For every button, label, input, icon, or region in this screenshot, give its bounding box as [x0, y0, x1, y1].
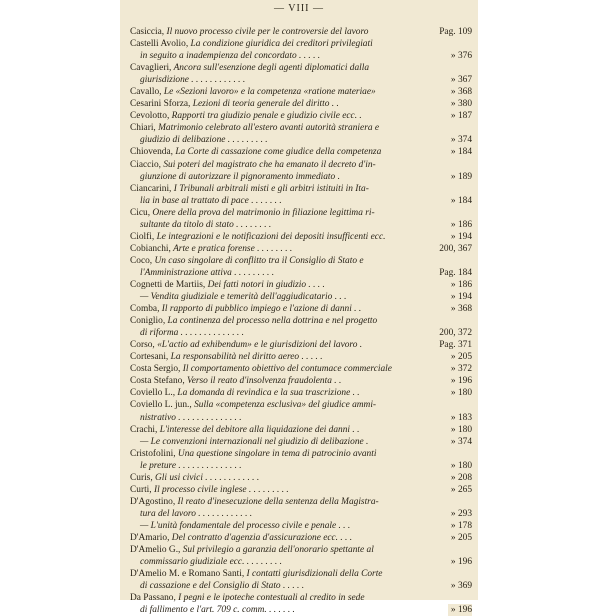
- entry-text: [130, 207, 375, 219]
- entry-author: Da Passano,: [130, 593, 176, 604]
- entry-text: [130, 98, 339, 110]
- entry-title: giudizio di delibazione . . . . . . . . .: [140, 135, 268, 146]
- entry-title: Il processo civile inglese . . . . . . . . .: [151, 484, 289, 495]
- entry-text: [130, 146, 381, 158]
- entry-title: Matrimonio celebrato all'estero avanti autorità straniera e: [155, 123, 380, 134]
- entry-text: [130, 424, 359, 436]
- entry-author: Cobianchi,: [130, 243, 171, 254]
- entry-title: Onere della prova del matrimonio in filiazione legittima ri-: [150, 207, 375, 218]
- entry-author: D'Amelio M. e Romano Santi,: [130, 569, 245, 580]
- entry-page-ref: » 184: [448, 146, 472, 158]
- entry-title: di cassazione e del Consiglio di Stato . . . . .: [140, 581, 305, 592]
- entry-text: [130, 351, 323, 363]
- entry-text: [140, 74, 245, 86]
- entry-title: giunzione di autorizzare il pignoramento immediato .: [140, 171, 340, 182]
- entry-page-ref: » 293: [448, 508, 472, 520]
- index-entry: [130, 315, 472, 327]
- entry-text: [140, 291, 346, 303]
- entry-page-ref: Pag. 371: [436, 339, 472, 351]
- entry-title: giurisdizione . . . . . . . . . . . .: [140, 75, 246, 86]
- entry-title: lia in base al trattato di pace . . . . . . .: [140, 195, 282, 206]
- entry-page-ref: » 368: [448, 86, 472, 98]
- entry-text: [130, 363, 392, 375]
- entry-author: Comba,: [130, 304, 160, 315]
- entry-author: Costa Stefano,: [130, 376, 185, 387]
- entry-author: Cristofolini,: [130, 448, 176, 459]
- entry-title: Gli usi civici . . . . . . . . . . . .: [152, 472, 260, 483]
- index-line-continuation: [130, 219, 472, 231]
- entry-text: [130, 387, 360, 399]
- entry-title: La domanda di revindica e la sua trascrizione . .: [175, 388, 360, 399]
- entry-text: [140, 327, 244, 339]
- entry-author: Coco,: [130, 255, 153, 266]
- entry-text: [140, 171, 340, 183]
- entry-text: [130, 159, 376, 171]
- index-line-continuation: [130, 580, 472, 592]
- index-entry: [130, 146, 472, 158]
- index-line-continuation: [130, 412, 472, 424]
- entry-text: [140, 556, 282, 568]
- index-line-continuation: [130, 508, 472, 520]
- entry-author: Cavaglieri,: [130, 63, 172, 74]
- entry-author: Ciaccio,: [130, 159, 161, 170]
- index-entry: [130, 279, 472, 291]
- entry-author: Castelli Avolio,: [130, 39, 189, 50]
- entry-title: le preture . . . . . . . . . . . . . .: [140, 460, 242, 471]
- entry-page-ref: » 194: [448, 291, 472, 303]
- index-entry: [130, 231, 472, 243]
- entry-author: Crachi,: [130, 424, 158, 435]
- index-entry: [130, 375, 472, 387]
- entry-title: La responsabilità nel diritto aereo . . . . .: [168, 352, 323, 363]
- index-line-continuation: [130, 74, 472, 86]
- entry-page-ref: » 205: [448, 532, 472, 544]
- index-line-continuation: [130, 604, 472, 616]
- entry-author: Corso,: [130, 340, 155, 351]
- index-line-continuation: [130, 291, 472, 303]
- entry-page-ref: Pag. 184: [436, 267, 472, 279]
- entry-title: Rapporti tra giudizio penale e giudizio civile ecc. .: [169, 111, 362, 122]
- entry-page-ref: » 189: [448, 171, 472, 183]
- entry-title: Il comportamento obiettivo del contumace commerciale: [180, 364, 392, 375]
- entry-author: Cognetti de Martiis,: [130, 279, 206, 290]
- entry-text: [130, 339, 362, 351]
- index-line-continuation: [130, 556, 472, 568]
- index-line-continuation: [130, 171, 472, 183]
- entry-title: Il reato d'inesecuzione della sentenza della Magistra-: [175, 496, 379, 507]
- index-entry: [130, 110, 472, 122]
- entry-title: «L'actio ad exhibendum» e le giurisdizioni del lavoro .: [154, 340, 363, 351]
- book-page: [120, 0, 478, 616]
- entry-title: commissario giudiziale ecc. . . . . . . . .: [140, 557, 282, 568]
- entry-text: [130, 568, 382, 580]
- entry-author: Curti,: [130, 484, 152, 495]
- entry-title: nistrativo . . . . . . . . . . . . . .: [140, 412, 242, 423]
- entry-title: in seguito a inadempienza del concordato . . . . .: [140, 51, 321, 62]
- index-entry: [130, 351, 472, 363]
- entry-page-ref: 200, 372: [436, 327, 472, 339]
- entry-text: [130, 231, 385, 243]
- entry-title: Il rapporto di pubblico impiego e l'azione di danni . .: [159, 304, 362, 315]
- entry-text: [130, 62, 369, 74]
- entry-title: Il nuovo processo civile per le controversie del lavoro: [164, 27, 369, 37]
- entry-page-ref: » 187: [448, 110, 472, 122]
- entry-author: D'Amario,: [130, 532, 170, 543]
- entry-page-ref: » 205: [448, 351, 472, 363]
- entry-text: [140, 219, 271, 231]
- page-header: — VIII —: [273, 3, 325, 14]
- entry-page-ref: » 367: [448, 74, 472, 86]
- entry-page-ref: 200, 367: [436, 243, 472, 255]
- entry-text: [130, 592, 365, 604]
- entry-text: [130, 375, 341, 387]
- entry-author: D'Agostino,: [130, 496, 176, 507]
- index-entry: [130, 26, 472, 38]
- entry-page-ref: » 196: [448, 556, 472, 568]
- index-entry: [130, 532, 472, 544]
- entry-author: Chiari,: [130, 123, 156, 134]
- entry-title: Dei fatti notori in giudizio . . . .: [205, 279, 325, 290]
- entry-text: [140, 267, 274, 279]
- entry-title: La condizione giuridica dei creditori privilegiati: [188, 39, 373, 50]
- entry-author: Coniglio,: [130, 316, 166, 327]
- entry-text: [130, 122, 379, 134]
- index-entry: [130, 387, 472, 399]
- entry-author: Cicu,: [130, 207, 151, 218]
- index-entry: [130, 207, 472, 219]
- index-entry: [130, 592, 472, 604]
- entry-page-ref: » 368: [448, 303, 472, 315]
- entry-page-ref: » 186: [448, 279, 472, 291]
- entry-text: [140, 520, 350, 532]
- index-entry: [130, 448, 472, 460]
- index-entry: [130, 472, 472, 484]
- index-entry: [130, 98, 472, 110]
- index-entry: [130, 183, 472, 195]
- entry-text: [130, 38, 373, 50]
- entry-author: D'Amelio G.,: [130, 545, 181, 556]
- index-entry: [130, 86, 472, 98]
- entry-text: [140, 195, 282, 207]
- entry-text: [140, 134, 268, 146]
- entry-text: [130, 86, 376, 98]
- index-entry: [130, 363, 472, 375]
- entry-author: Ciolfi,: [130, 231, 155, 242]
- entry-text: [130, 496, 379, 508]
- entry-title: — Le convenzioni internazionali nel giudizio di delibazione .: [140, 436, 369, 447]
- entry-page-ref: » 184: [448, 195, 472, 207]
- entry-page-ref: » 374: [448, 134, 472, 146]
- index-entry: [130, 122, 472, 134]
- index-entry: [130, 484, 472, 496]
- entry-text: [130, 315, 377, 327]
- entry-author: Coviello L. jun.,: [130, 400, 192, 411]
- entry-text: [130, 183, 369, 195]
- entry-text: [130, 26, 368, 38]
- entry-title: Un caso singolare di conflitto tra il Consiglio di Stato e: [152, 255, 364, 266]
- entry-page-ref: » 208: [448, 472, 472, 484]
- entry-title: l'Amministrazione attiva . . . . . . . . .: [140, 267, 275, 278]
- entry-page-ref: » 180: [448, 460, 472, 472]
- entry-text: [130, 255, 364, 267]
- entry-text: [130, 110, 362, 122]
- index-line-continuation: [130, 327, 472, 339]
- entry-title: Ancora sull'esenzione degli agenti diplomatici dalla: [171, 63, 370, 74]
- index-entry: [130, 159, 472, 171]
- entry-page-ref: » 180: [448, 387, 472, 399]
- entry-text: [140, 412, 242, 424]
- index-line-continuation: [130, 50, 472, 62]
- entry-page-ref: » 380: [448, 98, 472, 110]
- entry-title: di riforma . . . . . . . . . . . . . .: [140, 328, 244, 339]
- index-entry: [130, 243, 472, 255]
- entry-title: — L'unità fondamentale del processo civile e penale . . .: [140, 520, 351, 531]
- entry-text: [140, 50, 320, 62]
- entry-text: [130, 279, 325, 291]
- entry-page-ref: » 194: [448, 231, 472, 243]
- entry-title: Sulla «competenza esclusiva» del giudice ammi-: [191, 400, 377, 411]
- entry-title: Le integrazioni e le notificazioni dei depositi insufficenti ecc.: [154, 231, 386, 242]
- entry-title: La Corte di cassazione come giudice della competenza: [172, 147, 382, 158]
- entry-text: [140, 604, 295, 616]
- entry-page-ref: » 196: [448, 375, 472, 387]
- index-entry: [130, 62, 472, 74]
- entry-title: Le «Sezioni lavoro» e la competenza «ratione materiae»: [161, 87, 376, 98]
- index-entry: [130, 399, 472, 411]
- entry-title: Lezioni di teoria generale del diritto . .: [190, 99, 339, 110]
- entry-title: di fallimento e l'art. 709 c. comm. . . . . . .: [140, 605, 295, 616]
- index-line-continuation: [130, 436, 472, 448]
- entry-text: [130, 243, 292, 255]
- index-entry: [130, 303, 472, 315]
- entry-text: [130, 448, 376, 460]
- entry-title: Una questione singolare in tema di patrocinio avanti: [175, 448, 377, 459]
- index-entries: [130, 26, 472, 616]
- index-entry: [130, 255, 472, 267]
- entry-author: Cevolotto,: [130, 111, 170, 122]
- entry-title: Arte e pratica forense . . . . . . . .: [170, 243, 293, 254]
- entry-title: Sui poteri del magistrato che ha emanato il decreto d'in-: [160, 159, 376, 170]
- index-line-continuation: [130, 520, 472, 532]
- entry-page-ref: » 376: [448, 50, 472, 62]
- index-entry: [130, 38, 472, 50]
- entry-page-ref: » 374: [448, 436, 472, 448]
- entry-page-ref: » 178: [448, 520, 472, 532]
- entry-text: [140, 508, 252, 520]
- entry-title: Sul privilegio a garanzia dell'onorario spettante al: [180, 545, 374, 556]
- entry-page-ref: » 369: [448, 580, 472, 592]
- entry-text: [140, 460, 242, 472]
- entry-text: [130, 532, 352, 544]
- entry-title: I pegni e le ipoteche contestuali al credito in sede: [175, 593, 365, 604]
- entry-title: — Vendita giudiziale e temerità dell'aggiudicatario . . .: [140, 292, 347, 303]
- entry-title: Del contratto d'agenzia d'assicurazione ecc. . . .: [169, 532, 353, 543]
- entry-text: [140, 580, 304, 592]
- entry-text: [140, 436, 368, 448]
- entry-title: La continenza del processo nella dottrina e nel progetto: [165, 316, 378, 327]
- entry-title: I Tribunali arbitrali misti e gli arbitri istituiti in Ita-: [171, 183, 369, 194]
- entry-page-ref: » 180: [448, 424, 472, 436]
- entry-page-ref: » 372: [448, 363, 472, 375]
- index-entry: [130, 544, 472, 556]
- entry-text: [130, 544, 374, 556]
- entry-author: Cesarini Sforza,: [130, 99, 191, 110]
- entry-page-ref: Pag. 109: [436, 26, 472, 38]
- entry-page-ref: » 186: [448, 219, 472, 231]
- index-line-continuation: [130, 195, 472, 207]
- entry-page-ref: » 196: [448, 604, 472, 616]
- entry-author: Cavallo,: [130, 87, 162, 98]
- index-entry: [130, 339, 472, 351]
- entry-text: [130, 303, 361, 315]
- entry-title: tura del lavoro . . . . . . . . . . . .: [140, 508, 253, 519]
- index-entry: [130, 424, 472, 436]
- entry-text: [130, 484, 289, 496]
- entry-author: Curis,: [130, 472, 153, 483]
- entry-author: Casiccia,: [130, 27, 165, 37]
- entry-author: Costa Sergio,: [130, 364, 181, 375]
- entry-text: [130, 472, 259, 484]
- entry-text: [130, 399, 376, 411]
- index-line-continuation: [130, 267, 472, 279]
- index-line-continuation: [130, 460, 472, 472]
- index-line-continuation: [130, 134, 472, 146]
- entry-title: I contatti giurisdizionali della Corte: [244, 569, 383, 580]
- index-entry: [130, 496, 472, 508]
- entry-author: Coviello L.,: [130, 388, 176, 399]
- entry-author: Cortesani,: [130, 352, 169, 363]
- entry-title: Verso il reato d'insolvenza fraudolenta . .: [184, 376, 342, 387]
- index-entry: [130, 568, 472, 580]
- entry-author: Ciancarini,: [130, 183, 172, 194]
- entry-page-ref: » 265: [448, 484, 472, 496]
- entry-title: sultante da titolo di stato . . . . . . . .: [140, 219, 272, 230]
- entry-title: L'interesse del debitore alla liquidazione dei danni . .: [157, 424, 360, 435]
- entry-author: Chiovenda,: [130, 147, 173, 158]
- entry-page-ref: » 183: [448, 412, 472, 424]
